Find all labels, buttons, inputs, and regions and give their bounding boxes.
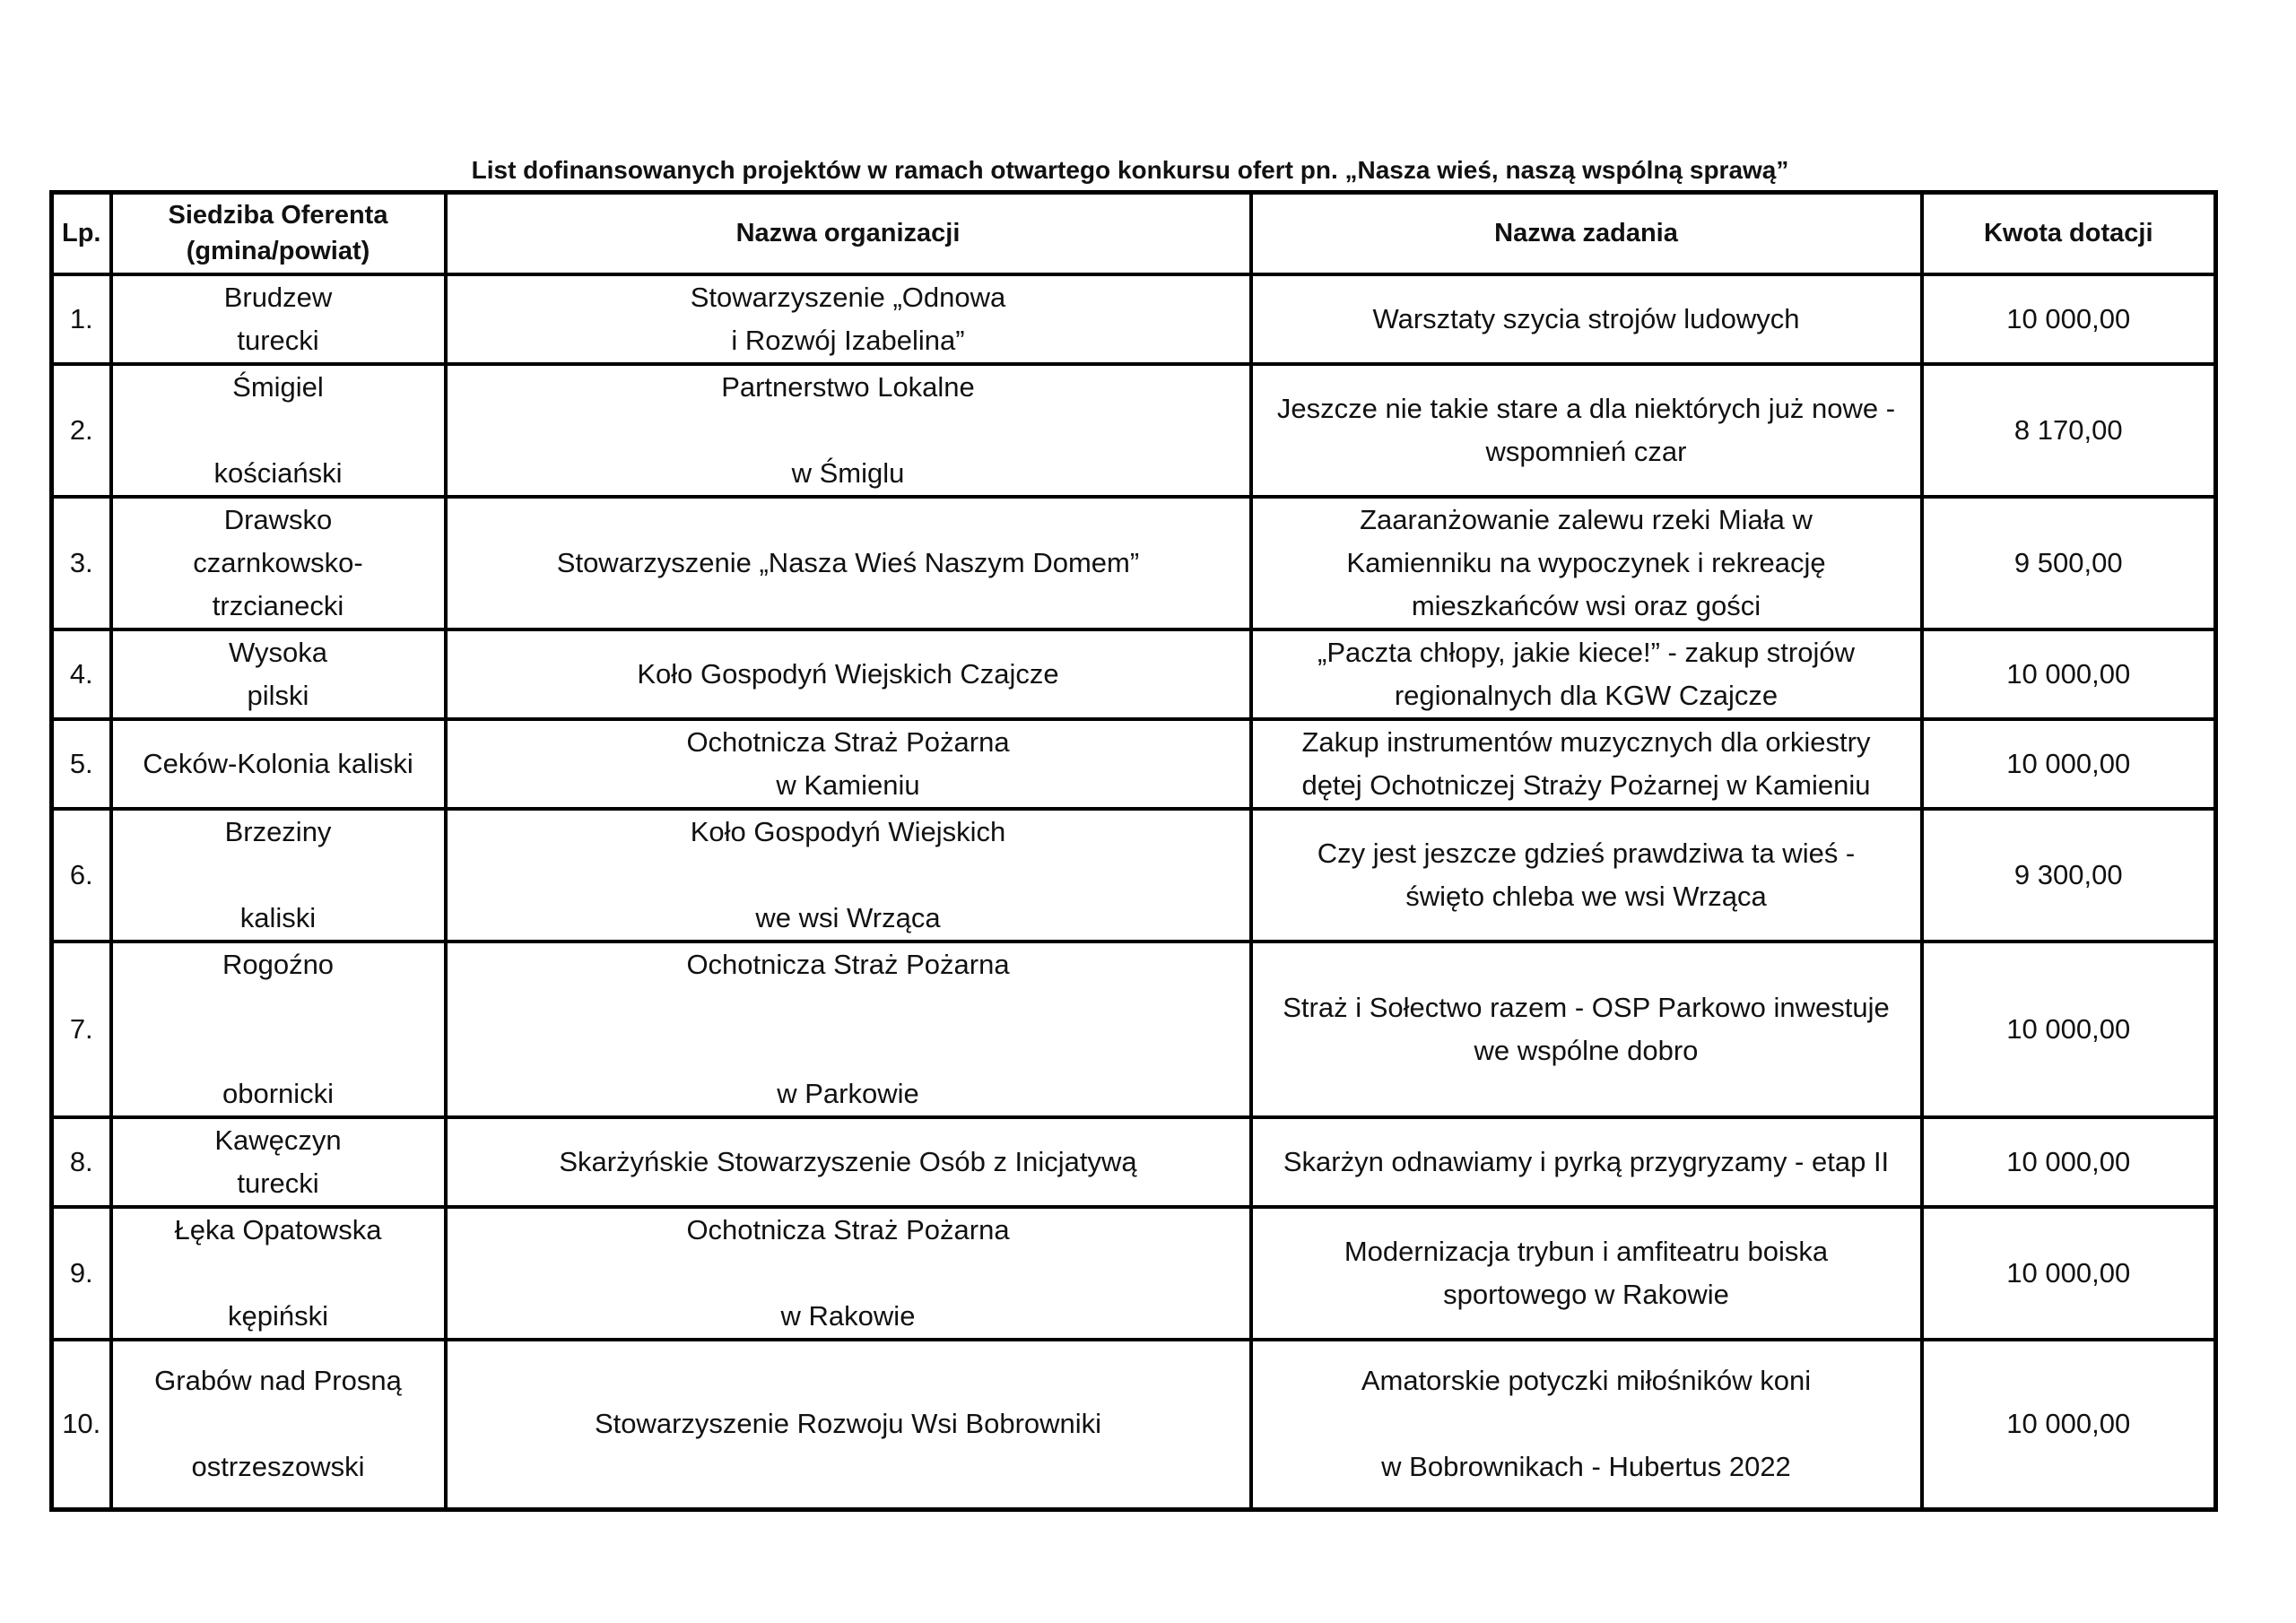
cell-organizacja: Koło Gospodyń Wiejskich we wsi Wrząca (446, 809, 1251, 942)
cell-siedziba: Śmigiel kościański (111, 364, 446, 497)
header-lp: Lp. (52, 193, 111, 274)
cell-siedziba: Ceków-Kolonia kaliski (111, 719, 446, 809)
cell-siedziba: Brzeziny kaliski (111, 809, 446, 942)
cell-zadanie: Czy jest jeszcze gdzieś prawdziwa ta wieś - święto chleba we wsi Wrząca (1251, 809, 1922, 942)
cell-kwota: 9 300,00 (1922, 809, 2216, 942)
header-siedziba: Siedziba Oferenta (gmina/powiat) (111, 193, 446, 274)
cell-organizacja: Skarżyńskie Stowarzyszenie Osób z Inicjatywą (446, 1117, 1251, 1207)
table-row (52, 364, 2216, 497)
header-kwota: Kwota dotacji (1922, 193, 2216, 274)
table-row (52, 719, 2216, 809)
cell-zadanie: Skarżyn odnawiamy i pyrką przygryzamy - etap II (1251, 1117, 1922, 1207)
cell-zadanie: Warsztaty szycia strojów ludowych (1251, 274, 1922, 364)
cell-organizacja: Stowarzyszenie „Odnowa i Rozwój Izabelina” (446, 274, 1251, 364)
table-row (52, 942, 2216, 1117)
cell-zadanie: Zakup instrumentów muzycznych dla orkiestry dętej Ochotniczej Straży Pożarnej w Kamieniu (1251, 719, 1922, 809)
cell-organizacja: Partnerstwo Lokalne w Śmiglu (446, 364, 1251, 497)
cell-zadanie: Zaaranżowanie zalewu rzeki Miała w Kamienniku na wypoczynek i rekreację mieszkańców wsi oraz gości (1251, 497, 1922, 629)
cell-lp: 3. (52, 497, 111, 629)
cell-lp: 9. (52, 1207, 111, 1340)
cell-siedziba: Kawęczyn turecki (111, 1117, 446, 1207)
table-row (52, 809, 2216, 942)
cell-organizacja: Koło Gospodyń Wiejskich Czajcze (446, 629, 1251, 719)
cell-siedziba: Brudzew turecki (111, 274, 446, 364)
cell-kwota: 10 000,00 (1922, 1207, 2216, 1340)
cell-organizacja: Stowarzyszenie Rozwoju Wsi Bobrowniki (446, 1340, 1251, 1510)
cell-lp: 2. (52, 364, 111, 497)
cell-zadanie: Jeszcze nie takie stare a dla niektórych już nowe - wspomnień czar (1251, 364, 1922, 497)
cell-zadanie: Straż i Sołectwo razem - OSP Parkowo inwestuje we wspólne dobro (1251, 942, 1922, 1117)
grants-table (49, 190, 2218, 1512)
cell-siedziba: Grabów nad Prosną ostrzeszowski (111, 1340, 446, 1510)
cell-organizacja: Ochotnicza Straż Pożarna w Parkowie (446, 942, 1251, 1117)
cell-zadanie: Amatorskie potyczki miłośników koni w Bobrownikach - Hubertus 2022 (1251, 1340, 1922, 1510)
cell-lp: 10. (52, 1340, 111, 1510)
cell-organizacja: Ochotnicza Straż Pożarna w Rakowie (446, 1207, 1251, 1340)
cell-kwota: 10 000,00 (1922, 1117, 2216, 1207)
cell-lp: 6. (52, 809, 111, 942)
cell-lp: 5. (52, 719, 111, 809)
cell-kwota: 9 500,00 (1922, 497, 2216, 629)
cell-siedziba: Łęka Opatowska kępiński (111, 1207, 446, 1340)
cell-zadanie: „Paczta chłopy, jakie kiece!” - zakup strojów regionalnych dla KGW Czajcze (1251, 629, 1922, 719)
table-row (52, 497, 2216, 629)
table-row (52, 629, 2216, 719)
cell-lp: 7. (52, 942, 111, 1117)
cell-lp: 1. (52, 274, 111, 364)
cell-lp: 4. (52, 629, 111, 719)
header-organizacja: Nazwa organizacji (446, 193, 1251, 274)
cell-siedziba: Drawsko czarnkowsko- trzcianecki (111, 497, 446, 629)
table-row (52, 274, 2216, 364)
cell-zadanie: Modernizacja trybun i amfiteatru boiska sportowego w Rakowie (1251, 1207, 1922, 1340)
cell-kwota: 8 170,00 (1922, 364, 2216, 497)
table-header-row (52, 193, 2216, 274)
cell-lp: 8. (52, 1117, 111, 1207)
table-row (52, 1117, 2216, 1207)
cell-siedziba: Wysoka pilski (111, 629, 446, 719)
cell-siedziba: Rogoźno obornicki (111, 942, 446, 1117)
cell-kwota: 10 000,00 (1922, 629, 2216, 719)
cell-kwota: 10 000,00 (1922, 719, 2216, 809)
document-title: List dofinansowanych projektów w ramach otwartego konkursu ofert pn. „Nasza wieś, naszą wspólną sprawą” (471, 156, 1789, 184)
cell-kwota: 10 000,00 (1922, 1340, 2216, 1510)
table-row (52, 1207, 2216, 1340)
cell-organizacja: Stowarzyszenie „Nasza Wieś Naszym Domem” (446, 497, 1251, 629)
table-row (52, 1340, 2216, 1510)
cell-kwota: 10 000,00 (1922, 274, 2216, 364)
cell-organizacja: Ochotnicza Straż Pożarna w Kamieniu (446, 719, 1251, 809)
header-zadanie: Nazwa zadania (1251, 193, 1922, 274)
cell-kwota: 10 000,00 (1922, 942, 2216, 1117)
